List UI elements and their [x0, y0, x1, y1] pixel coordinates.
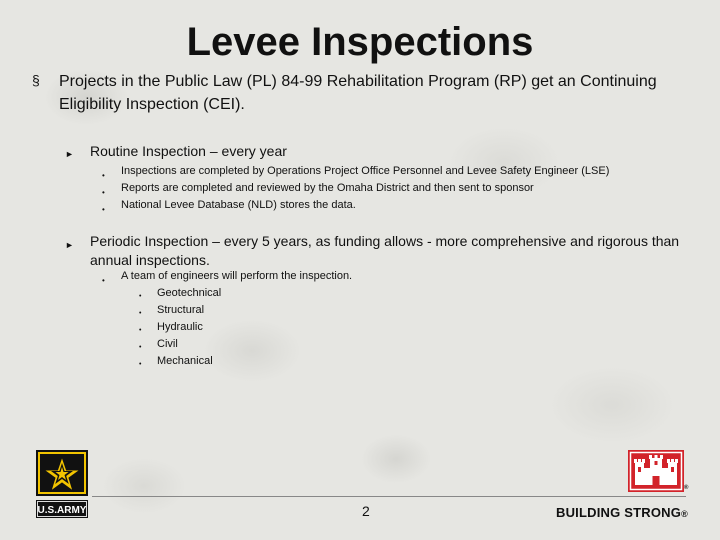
discipline-item: Geotechnical: [157, 287, 222, 299]
main-bullet-icon: §: [32, 72, 40, 88]
main-bullet-text: Projects in the Public Law (PL) 84-99 Rehabilitation Program (RP) get an Continuing Eligibility Inspection (CEI).: [59, 73, 657, 113]
registered-mark: ®: [681, 509, 688, 519]
routine-item: Reports are completed and reviewed by the Omaha District and then sent to sponsor: [121, 182, 534, 194]
routine-item: National Levee Database (NLD) stores the data.: [121, 199, 356, 211]
page-title: Levee Inspections: [186, 20, 534, 64]
bullet-dot-icon: •: [139, 344, 142, 351]
arrow-bullet-icon: ►: [65, 149, 74, 159]
periodic-team-text: A team of engineers will perform the inspection.: [121, 270, 353, 282]
bullet-dot-icon: •: [102, 276, 105, 285]
periodic-inspection-label: Periodic Inspection – every 5 years, as funding allows - more comprehensive and rigorous than annual inspections.: [90, 233, 680, 268]
army-star-logo: [36, 450, 88, 520]
arrow-bullet-icon: ►: [65, 240, 74, 250]
bullet-dot-icon: •: [102, 205, 105, 214]
usace-castle-logo: [628, 450, 684, 492]
bullet-dot-icon: •: [139, 361, 142, 368]
bullet-dot-icon: •: [139, 327, 142, 334]
discipline-item: Mechanical: [157, 355, 213, 367]
bullet-dot-icon: •: [102, 171, 105, 180]
castle-registered-mark: ®: [684, 485, 689, 491]
footer-divider: [92, 496, 686, 497]
routine-inspection-label: Routine Inspection – every year: [90, 143, 287, 159]
discipline-item: Civil: [157, 338, 178, 350]
bullet-dot-icon: •: [102, 188, 105, 197]
bullet-dot-icon: •: [139, 293, 142, 300]
discipline-item: Hydraulic: [157, 321, 203, 333]
bullet-dot-icon: •: [139, 310, 142, 317]
page-number: 2: [362, 503, 370, 519]
routine-item: Inspections are completed by Operations Project Office Personnel and Levee Safety Engineer (LSE): [121, 165, 610, 177]
building-strong-text: BUILDING STRONG: [556, 505, 682, 520]
army-logo-text: U.S.ARMY: [37, 505, 87, 516]
discipline-item: Structural: [157, 304, 205, 316]
building-strong-tagline: [556, 505, 688, 520]
